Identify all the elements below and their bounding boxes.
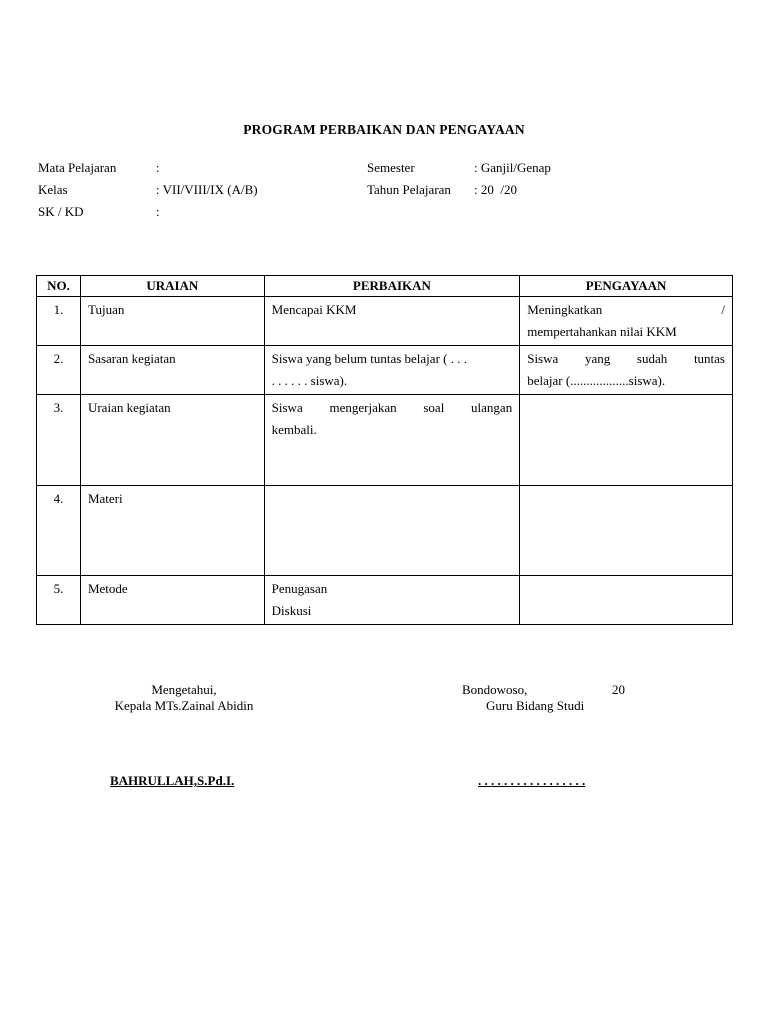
- cell-line: Meningkatkan /: [527, 302, 725, 317]
- header-uraian: URAIAN: [80, 276, 264, 297]
- cell-uraian: Materi: [80, 486, 264, 576]
- table-row: [37, 297, 733, 346]
- cell-line: Mencapai KKM: [271, 302, 357, 317]
- cell-perbaikan: [264, 297, 520, 346]
- cell-pengayaan: [520, 486, 733, 576]
- table-row: [37, 576, 733, 625]
- info-label: SK / KD: [38, 204, 84, 219]
- signature-left-role: Kepala MTs.Zainal Abidin: [114, 698, 254, 713]
- signature-right-name: . . . . . . . . . . . . . . . . .: [478, 773, 586, 788]
- signature-left-block: [84, 682, 284, 714]
- info-row-sk-kd: [38, 201, 258, 223]
- signature-left-greeting: Mengetahui,: [151, 682, 217, 697]
- info-row-kelas: [38, 179, 258, 201]
- cell-line: Siswa mengerjakan soal ulangan: [271, 400, 513, 415]
- cell-uraian: Sasaran kegiatan: [80, 346, 264, 395]
- program-table: [36, 275, 733, 625]
- signature-right-role: Guru Bidang Studi: [486, 698, 585, 713]
- cell-uraian: Metode: [80, 576, 264, 625]
- header-no: NO.: [37, 276, 81, 297]
- signature-right-block: [440, 682, 650, 714]
- cell-line: belajar (..................siswa).: [527, 373, 666, 388]
- table-row: [37, 346, 733, 395]
- info-value: : VII/VIII/IX (A/B): [156, 182, 258, 197]
- cell-perbaikan: [264, 395, 520, 486]
- cell-line: Diskusi: [271, 603, 312, 618]
- header-perbaikan: PERBAIKAN: [264, 276, 520, 297]
- info-left: [38, 157, 258, 223]
- info-right: [367, 157, 551, 201]
- cell-uraian: Tujuan: [80, 297, 264, 346]
- cell-line: Siswa yang belum tuntas belajar ( . . .: [271, 351, 467, 366]
- info-value: :: [156, 204, 160, 219]
- table-header-row: [37, 276, 733, 297]
- info-row-tahun-pelajaran: [367, 179, 551, 201]
- cell-uraian: Uraian kegiatan: [80, 395, 264, 486]
- cell-no: 3.: [37, 395, 81, 486]
- signature-right-place: Bondowoso,: [462, 682, 528, 697]
- cell-pengayaan: [520, 395, 733, 486]
- signature-left-name: BAHRULLAH,S.Pd.I.: [110, 773, 235, 788]
- cell-perbaikan: [264, 486, 520, 576]
- cell-pengayaan: [520, 346, 733, 395]
- cell-line: kembali.: [271, 422, 317, 437]
- cell-perbaikan: [264, 346, 520, 395]
- cell-pengayaan: [520, 576, 733, 625]
- cell-no: 4.: [37, 486, 81, 576]
- info-label: Tahun Pelajaran: [367, 182, 451, 197]
- cell-line: Penugasan: [271, 581, 328, 596]
- cell-no: 2.: [37, 346, 81, 395]
- info-label: Kelas: [38, 182, 68, 197]
- info-value: :: [156, 160, 160, 175]
- info-label: Mata Pelajaran: [38, 160, 117, 175]
- table-row: [37, 486, 733, 576]
- cell-line: Siswa yang sudah tuntas: [527, 351, 725, 366]
- cell-line: mempertahankan nilai KKM: [527, 324, 677, 339]
- info-label: Semester: [367, 160, 415, 175]
- signature-right-year: 20: [612, 682, 625, 697]
- info-row-mata-pelajaran: [38, 157, 258, 179]
- cell-pengayaan: [520, 297, 733, 346]
- signature-right-place-date: [440, 682, 650, 698]
- info-row-semester: [367, 157, 551, 179]
- table-row: [37, 395, 733, 486]
- cell-no: 1.: [37, 297, 81, 346]
- cell-no: 5.: [37, 576, 81, 625]
- cell-line: . . . . . . siswa).: [271, 373, 348, 388]
- header-pengayaan: PENGAYAAN: [520, 276, 733, 297]
- info-value: : Ganjil/Genap: [474, 160, 551, 175]
- document-title: PROGRAM PERBAIKAN DAN PENGAYAAN: [243, 122, 525, 137]
- cell-perbaikan: [264, 576, 520, 625]
- info-value: : 20 /20: [474, 182, 517, 197]
